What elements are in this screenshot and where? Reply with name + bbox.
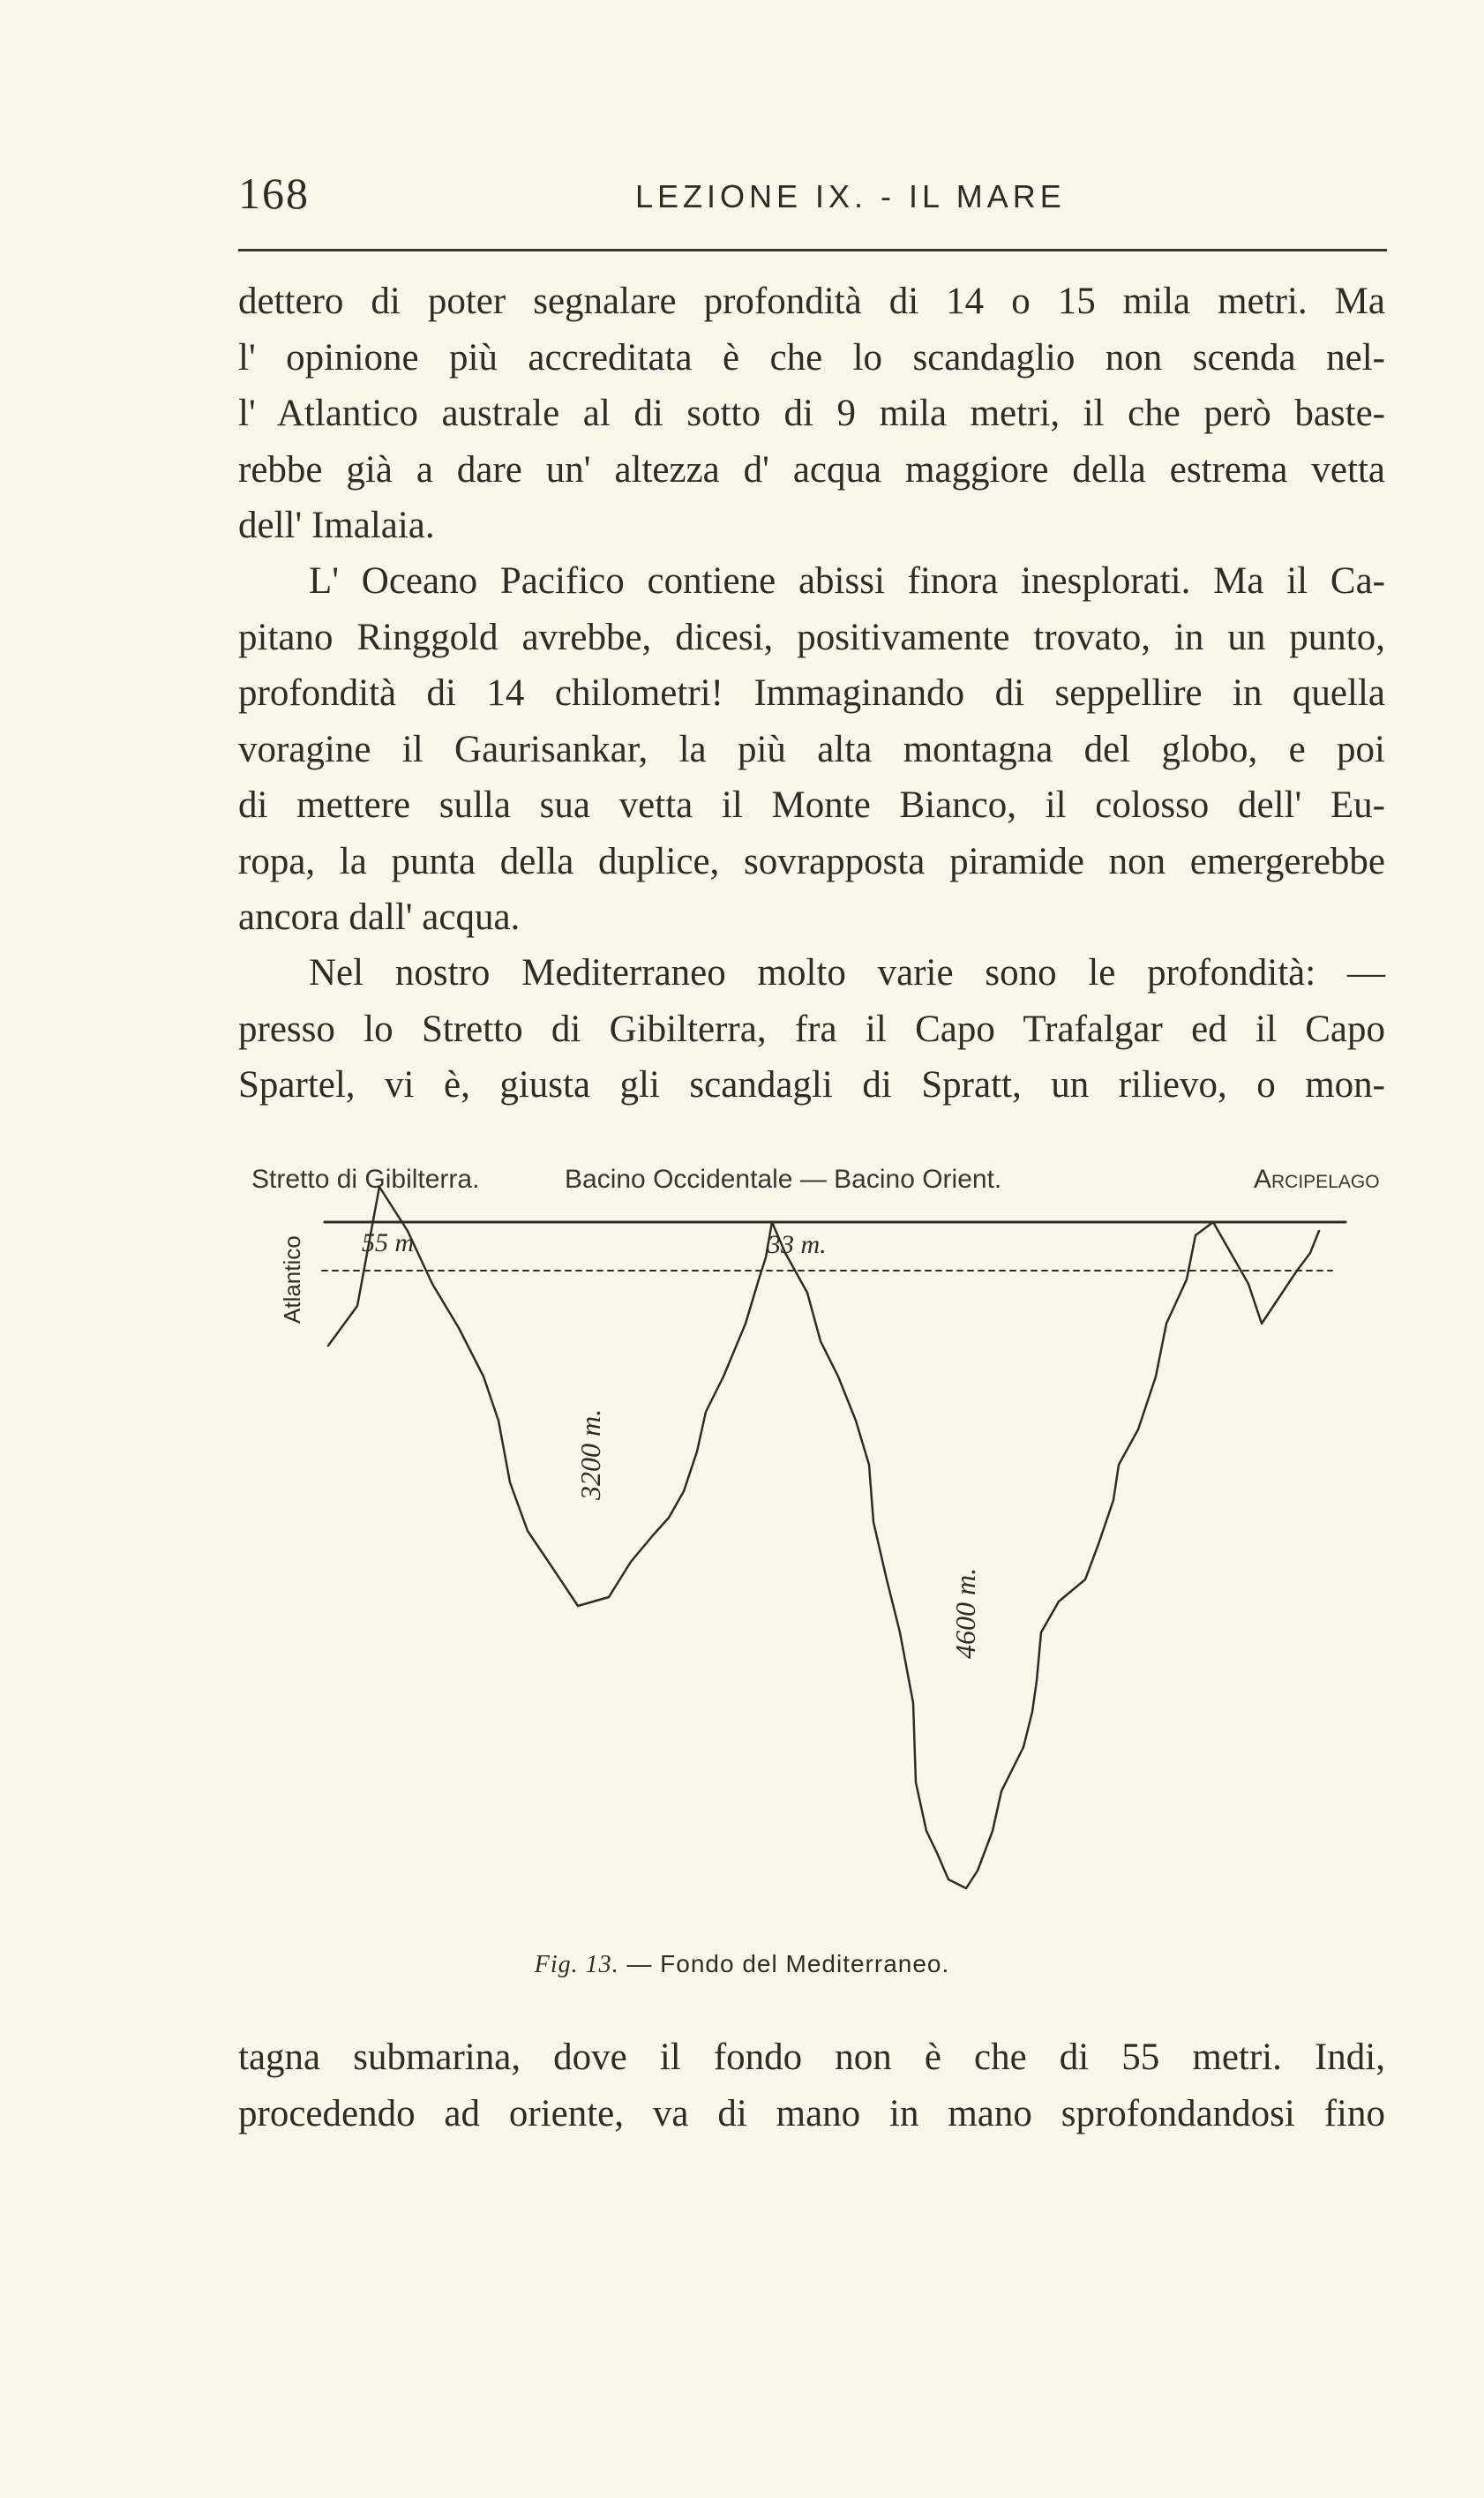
text-line: Nel nostro Mediterraneo molto varie sono le profondità: — [309,952,1385,994]
basins-label: Bacino Occidentale — Bacino Orient. [565,1165,1002,1194]
text-line: l' opinione più accreditata è che lo scandaglio non scenda nel- [238,336,1385,379]
text-line: voragine il Gaurisankar, la più alta montagna del globo, e poi [238,728,1385,770]
paragraph-2 [238,553,1385,946]
figure-number: Fig. 13. [534,1951,619,1978]
text-line: dettero di poter segnalare profondità di 14 o 15 mila metri. Ma [238,281,1385,322]
header-rule [238,249,1387,251]
atlantic-side-label: Atlantico [279,1235,305,1324]
figure-top-labels [251,1165,1398,1209]
text-line: di mettere sulla sua vetta il Monte Bianco, il colosso dell' Eu- [238,784,1385,826]
text-line: l' Atlantico australe al di sotto di 9 mila metri, il che però baste- [238,393,1385,434]
text-line: profondità di 14 chilometri! Immaginando di seppellire in quella [238,672,1385,714]
text-line: Spartel, vi è, giusta gli scandagli di Spratt, un rilievo, o mon- [238,1064,1385,1106]
archipelago-label: Arcipelago [1254,1165,1380,1194]
text-line: L' Oceano Pacifico contiene abissi finora inesplorati. Ma il Ca- [309,560,1385,602]
depth-label-55m: 55 m [362,1228,415,1257]
text-line: pitano Ringgold avrebbe, dicesi, positivamente trovato, in un punto, [238,616,1385,658]
depth-label-3200m: 3200 m. [574,1408,606,1500]
page-number: 168 [238,169,310,218]
text-line: procedendo ad oriente, va di mano in mano sprofondandosi fino [238,2092,1385,2134]
text-line: tagna submarina, dove il fondo non è che di 55 metri. Indi, [238,2037,1385,2078]
depth-label-33m: 33 m. [768,1230,827,1259]
figure-caption-text: — Fondo del Mediterraneo. [618,1950,950,1977]
text-line: rebbe già a dare un' altezza d' acqua maggiore della estrema vetta [238,448,1385,491]
text-line: ancora dall' acqua. [238,896,521,938]
paragraph-4 [238,2029,1385,2142]
text-line: presso lo Stretto di Gibilterra, fra il Capo Trafalgar ed il Capo [238,1008,1385,1050]
seabed-profile-line [328,1187,1319,1888]
page-header [238,168,1385,221]
text-line: ropa, la punta della duplice, sovrapposta piramide non emergerebbe [238,840,1385,882]
running-head: LEZIONE IX. - IL MARE [635,178,1066,214]
strait-label: Stretto di Gibilterra. [251,1165,480,1194]
figure-caption [0,1950,1484,1979]
depth-label-4600m: 4600 m. [949,1567,981,1659]
text-line: dell' Imalaia. [238,505,435,546]
paragraph-3 [238,945,1385,1114]
paragraph-1 [238,274,1385,554]
